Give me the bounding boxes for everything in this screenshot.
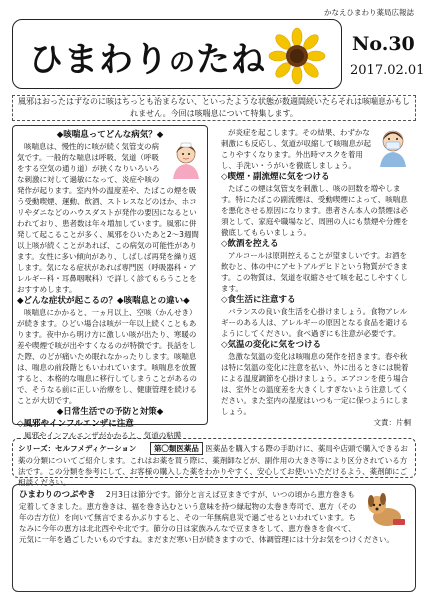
title-part-1: ひまわり <box>29 40 169 80</box>
sub-heading: ◇飲酒を控える <box>221 239 279 249</box>
drug-class-badge: 第〇類医薬品 <box>150 442 203 455</box>
paragraph: アルコールは原則控えることが望ましいです。お酒を飲むと、体の中にアセトアルデヒドという物質ができます。この物質は、気道を収縮させて咳を起こしやすくします。 <box>221 251 408 293</box>
right-column <box>218 125 414 425</box>
left-column <box>12 125 208 440</box>
section-heading: ◆咳喘息ってどんな病気？◆ <box>56 130 164 140</box>
murmur-text: 2月3日は節分です。節分と言えば豆まきですが、いつの頃から恵方巻きも定着してきました。恵方巻きは、福を巻き込むという意味を持つ縁起物の太巻き寿司で、恵方（その年の吉方位）を向いて無言でまるかぶりすると、その一年無病息災で過ごせるといわれています。ちなみに今年の恵方は北北西やや北です。節分の日は家族みんなで豆まきをして、恵方巻きを食べて、元気に一年を過ごしたいものですね。まだまだ寒い日が続きますので、体調管理には十分お気をつけください。 <box>19 490 394 544</box>
self-medication-box <box>12 438 416 487</box>
issue-number: No.30 <box>352 33 415 55</box>
title-part-2: の <box>169 48 197 78</box>
sub-heading: ◇喫煙・副流煙に気をつける <box>221 172 330 182</box>
section-heading: ◆どんな症状が起こるの？◆咳喘息との違い◆ <box>17 296 190 306</box>
sub-heading: ◇食生活に注意する <box>221 295 296 305</box>
section-heading: ◆日常生活での予防と対策◆ <box>56 407 164 417</box>
sub-heading: ◇気温の変化に気をつける <box>221 340 322 350</box>
sunflower-icon <box>267 28 327 84</box>
paragraph: たばこの煙は気管支を刺激し、咳の回数を増やします。特にたばこの副流煙は、受動喫煙によって、咳喘息を悪化させる原因になります。患者さん本人の禁煙は必須として、家庭や職場など、周囲の人にも禁煙や分煙を徹底してもらいましょう。 <box>221 184 409 237</box>
issue-date: 2017.02.01 <box>350 63 424 78</box>
paragraph: バランスの良い食生活を心掛けましょう。食物アレルギーのある人は、アレルギーの原因となる食品を避けるようにしてください。食べ過ぎにも注意が必要です。 <box>221 307 409 338</box>
paragraph <box>221 127 411 171</box>
paragraph: 風邪やインフルエンザがかかると、気道の粘膜 <box>24 431 182 440</box>
series-label: シリーズ：セルフメディケーション <box>18 444 144 453</box>
sub-heading: ◇風邪やインフルエンザに注意 <box>17 419 134 429</box>
author-credit: 文責：片桐 <box>373 418 411 427</box>
newsletter-title <box>29 32 266 81</box>
self-medication-text: 医薬品を購入する際の手助けに、薬局や店頭で購入できるお薬の分類についてご紹介します。これはお薬を買う際に、薬剤師などが、副作用の大きさ等により区分されている方法です。この分類を参考にして、お客様の購入した薬をわかりやすく、安心してお使いいただけるよう、薬剤師にご相談ください。 <box>18 444 408 487</box>
title-box <box>12 19 342 89</box>
paragraph <box>17 141 203 295</box>
murmur-box <box>12 484 416 592</box>
paragraph: 咳喘息にかかると、一ヵ月以上、空咳（かんせき）が続きます。ひどい場合は咳が一年以上続くこともあります。夜中から明け方に激しい咳が出たり、寒暖の差や喫煙で咳が出やすくなるのが特徴です。長話をした際、のどが痛いため眠れなかったりします。咳喘息は、喘息の前段階ともいわれています。咳喘息を放置すると、本格的な喘息に移行してしまうことがあるので、そうなる前に正しい治療をし、健康管理を続けることが大切です。 <box>17 308 197 405</box>
murmur-title: ひまわりのつぶやき <box>19 490 96 500</box>
masthead <box>12 19 424 89</box>
intro-text: 風邪はおったはずなのに咳はちっとも治まらない、といったような状態が数週間続いたらそれは咳喘息かもしれません。今回は咳喘息について特集します。 <box>12 95 416 121</box>
nurse-icon <box>169 141 203 179</box>
dog-icon <box>363 489 409 529</box>
title-part-3: たね <box>196 40 267 80</box>
masked-person-icon <box>375 127 411 167</box>
paragraph-text: 咳喘息は、慢性的に咳が続く気管支の病気です。一般的な喘息は呼吸、気道（呼吸をする空気の通り道）が狭くなりいろいろな刺激に対して過敏になって、炎症や咳の発作が起ります。室内外の温度差や、たばこの煙を吸う受動喫煙、運動、飲酒、ストレスなどのほか、ホコリやダニなどのハウスダストが発作の要因になるといわれており、患者数は年々増加しています。風邪に併発して起こることが多く、風邪をひいたあと2〜3週間以上咳が続くことがあれば、この病気の可能性があります。女性に多い傾向があり、しばしば再発を繰り返します。気になる症状があれば専門医（呼吸器科・アレルギー科・耳鼻咽喉科）で詳しく診てもらうことをおすすめします。 <box>17 142 199 294</box>
paragraph: 急激な気温の変化は咳喘息の発作を招きます。春や秋は特に気温の変化に注意を払い、外に出るときには脱着による温度調節を心掛けましょう。エアコンを使う場合は、室外との温度差を大きくしすぎないよう注意してください。また室内の湿度はいつも一定に保つようにしましょう。 <box>221 352 409 416</box>
publisher-label: かなえひまわり薬局広報誌 <box>324 8 414 17</box>
paragraph-text: が炎症を起こします。その結果、わずかな刺激にも反応し、気道が収縮して咳喘息が起こりやすくなります。外出時マスクを着用し、手洗い・うがいを徹底しましょう。 <box>221 128 371 170</box>
